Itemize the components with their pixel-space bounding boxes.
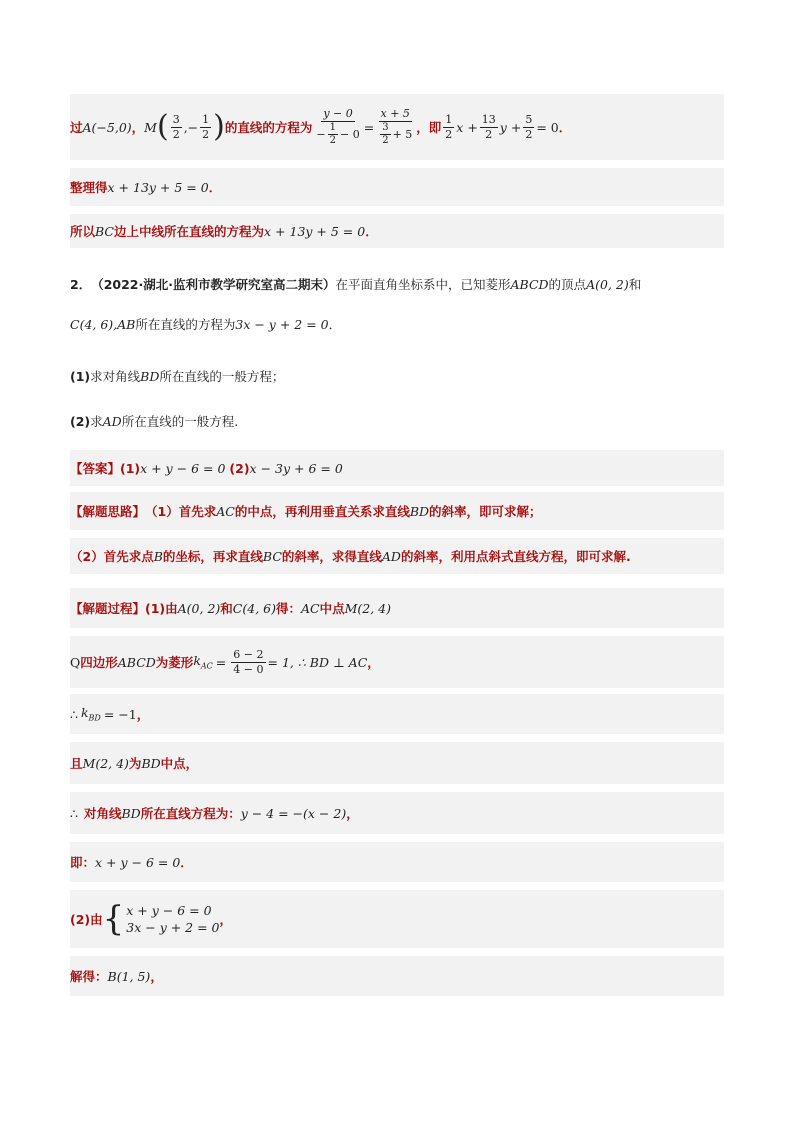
text: 的中点，再利用垂直关系求直线 — [234, 504, 410, 519]
problem-number: 2． — [70, 277, 92, 292]
text: (1) — [120, 460, 141, 476]
math: y + — [499, 119, 522, 135]
text: 和 — [220, 601, 233, 616]
text: 解得： — [70, 969, 108, 984]
math: BC — [262, 548, 282, 564]
text: 所以 — [70, 224, 96, 239]
math: AC — [300, 600, 320, 616]
text: 且 — [70, 756, 83, 771]
thinking-line-1 — [70, 492, 724, 530]
process-label: 【解题过程】 — [70, 601, 146, 616]
process-line-3 — [70, 694, 724, 734]
text: 的斜率，求得直线 — [281, 549, 382, 564]
math: x + — [456, 119, 478, 135]
math-m: M — [144, 119, 157, 135]
text: 所在直线方程为： — [140, 806, 241, 821]
text: （2）首先求点 — [70, 549, 154, 564]
math-point-a: A(−5,0) — [82, 119, 132, 135]
text: ， — [346, 806, 359, 821]
problem-source: （2022·湖北·监利市教学研究室高二期末） — [91, 277, 336, 292]
math: ABCD — [117, 654, 156, 670]
right-paren: ) — [213, 109, 225, 144]
problem-2-line-2 — [70, 312, 724, 336]
process-line-8 — [70, 956, 724, 996]
math-point: C(4, 6) — [70, 316, 114, 332]
left-brace: { — [102, 899, 125, 939]
math-symbol: Q — [70, 654, 81, 670]
math-eq: 3x − y + 2 = 0 — [235, 316, 329, 332]
text: 得： — [275, 601, 301, 616]
math-point: A(0, 2) — [586, 276, 629, 292]
math-point: M(2, 4) — [344, 600, 391, 616]
text: 中点， — [160, 756, 199, 771]
math: BD — [409, 503, 430, 519]
math: = −1 — [103, 706, 137, 722]
math: B — [153, 548, 163, 564]
thinking-label: 【解题思路】 — [70, 504, 146, 519]
solution-line-2 — [70, 168, 724, 206]
text: 的顶点 — [548, 277, 587, 292]
text: 的斜率，利用点斜式直线方程，即可求解. — [400, 549, 631, 564]
fraction: $\frac{5}{2}$ — [525, 112, 533, 141]
process-line-5 — [70, 792, 724, 834]
question-label: (1) — [70, 368, 91, 384]
math-eq: = — [215, 654, 227, 670]
fraction-slope-x: x + 5 $\frac{3}{2}$ + 5 — [380, 107, 413, 146]
question-label: (2) — [70, 413, 91, 429]
math-eq: x + 13y + 5 = 0 — [107, 179, 209, 195]
text: 边上中线所在直线的方程为 — [114, 224, 265, 239]
solution-line-1 — [70, 94, 724, 160]
math: AD — [381, 548, 401, 564]
math-eq: x + y − 6 = 0 — [95, 854, 181, 870]
text: ， — [219, 912, 233, 927]
text: ． — [208, 180, 222, 195]
question-2 — [70, 411, 724, 431]
therefore-symbol: ∴ — [70, 706, 78, 722]
text: 为菱形 — [155, 655, 194, 670]
text: (1)由 — [145, 601, 178, 616]
math: BC — [95, 223, 114, 239]
text: 过 — [70, 120, 83, 135]
answer-line — [70, 450, 724, 486]
text: 为 — [128, 756, 142, 771]
text: ． — [328, 317, 342, 332]
therefore-symbol: ∴ — [70, 805, 78, 821]
process-line-6 — [70, 842, 724, 882]
text: (2)由 — [70, 912, 103, 927]
math: ABCD — [510, 276, 549, 292]
text: 求对角线 — [90, 369, 141, 384]
text: 所在直线的方程为 — [135, 317, 236, 332]
math: AD — [102, 413, 122, 429]
left-paren: ( — [156, 109, 169, 144]
math: BD — [141, 755, 161, 771]
text: ． — [365, 224, 378, 239]
equation-system — [102, 899, 220, 939]
math-eq: y − 4 = −(x − 2) — [240, 805, 347, 821]
text: 在平面直角坐标系中，已知菱形 — [335, 277, 511, 292]
problem-2-line-1 — [70, 272, 724, 296]
text: 求 — [90, 414, 103, 429]
process-line-1 — [70, 588, 724, 628]
process-line-7 — [70, 890, 724, 948]
math-eq: x + y − 6 = 0 — [140, 460, 226, 476]
math: AC — [216, 503, 235, 519]
math: BD — [140, 368, 160, 384]
math: BD — [121, 805, 141, 821]
fraction-slope-y: y − 0 − $\frac{1}{2}$ − 0 — [316, 107, 360, 146]
math-slope: $k_{AC}$ — [193, 653, 213, 671]
text: 的坐标，再求直线 — [162, 549, 263, 564]
system-eq-1: x + y − 6 = 0 — [126, 903, 212, 918]
text: （1）首先求 — [145, 504, 217, 519]
fraction: $\frac{13}{2}$ — [481, 112, 496, 141]
process-line-4 — [70, 742, 724, 784]
text: ， — [136, 707, 150, 722]
text: 所在直线的一般方程； — [159, 369, 285, 384]
fraction: $\frac{1}{2}$ — [445, 112, 453, 141]
system-eq-2: 3x − y + 2 = 0 — [126, 920, 220, 935]
question-1 — [70, 366, 724, 386]
text: (2) — [229, 460, 250, 476]
text: 即： — [70, 855, 96, 870]
math-eq: x + 13y + 5 = 0 — [264, 223, 366, 239]
math: = 0 — [536, 119, 559, 135]
text: 的直线的方程为 — [224, 120, 313, 135]
text: ． — [558, 120, 572, 135]
fraction: $\frac{1}{2}$ — [202, 112, 210, 141]
text: 所在直线的一般方程. — [121, 414, 239, 429]
math: = 1, ∴ BD ⊥ AC — [267, 654, 368, 670]
text: ，即 — [416, 120, 442, 135]
text: 的斜率，即可求解； — [429, 504, 542, 519]
math-eq: = — [363, 119, 375, 135]
text: ． — [180, 855, 193, 870]
text: ， — [150, 969, 163, 984]
math-slope: $k_{BD}$ — [80, 705, 101, 723]
fraction: $\frac{3}{2}$ — [172, 112, 180, 141]
text: 中点 — [319, 601, 345, 616]
text: ， — [131, 120, 145, 135]
process-line-2 — [70, 636, 724, 688]
math-point: B(1, 5) — [107, 968, 151, 984]
text: 整理得 — [70, 180, 108, 195]
answer-label: 【答案】 — [70, 461, 121, 476]
text: 四边形 — [80, 655, 118, 670]
solution-line-3 — [70, 214, 724, 248]
math-eq: x − 3y + 6 = 0 — [249, 460, 343, 476]
text: 对角线 — [83, 806, 122, 821]
text: ， — [367, 655, 380, 670]
math-point: C(4, 6) — [232, 600, 276, 616]
text: 和 — [628, 277, 642, 292]
math-point: A(0, 2) — [177, 600, 221, 616]
fraction-slope: $\frac{6 - 2}{4 - 0}$ — [233, 647, 264, 676]
math: ,AB — [113, 316, 136, 332]
math-point: M(2, 4) — [82, 755, 129, 771]
math-sep: ,− — [183, 119, 199, 135]
thinking-line-2 — [70, 538, 724, 574]
